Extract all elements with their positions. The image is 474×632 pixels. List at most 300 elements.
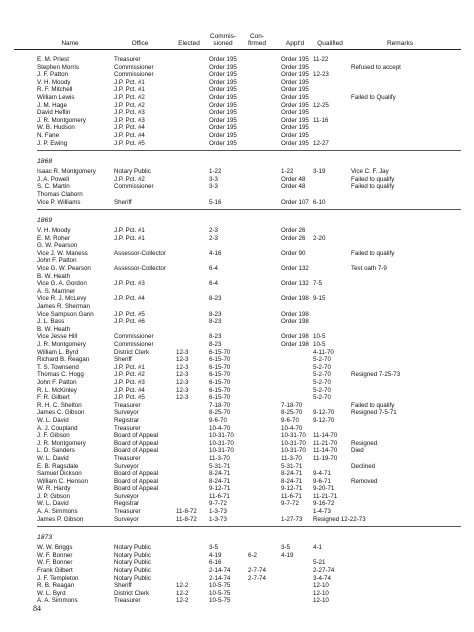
cell-office: J.P. Pct. #1 — [114, 86, 145, 94]
cell-qualified: 5-2-70 — [313, 363, 331, 371]
cell-name: W. R. Hardy — [37, 485, 71, 493]
cell-name: A. J. Coupland — [37, 424, 78, 432]
cell-remarks: Died — [351, 447, 364, 455]
cell-office: Board of Appeal — [114, 477, 159, 485]
cell-appointed: 8-24-71 — [281, 470, 303, 478]
cell-appointed: 10-4-70 — [281, 424, 303, 432]
cell-appointed: Order 198 — [281, 310, 309, 318]
cell-commissioned: 10-4-70 — [209, 424, 231, 432]
cell-qualified: 9-12-70 — [313, 409, 335, 417]
cell-office: J.P. Pct. #2 — [114, 175, 145, 183]
cell-appointed: Order 195 — [281, 139, 309, 147]
cell-qualified: 11-21-71 — [313, 492, 338, 500]
header-commissioned-1: Commis- — [210, 33, 236, 40]
cell-elected: 12-3 — [176, 394, 189, 402]
cell-office: Notary Public — [114, 567, 151, 575]
cell-confirmed: 2-7-74 — [248, 567, 266, 575]
cell-commissioned: Order 195 — [209, 139, 237, 147]
cell-commissioned: 6-15-70 — [209, 386, 231, 394]
cell-commissioned: 1-3-73 — [209, 515, 227, 523]
cell-qualified: 12-27 — [313, 139, 329, 147]
cell-appointed: 9-7-72 — [281, 500, 299, 508]
cell-office: J.P. Pct. #4 — [114, 131, 145, 139]
cell-office: J.P. Pct. #2 — [114, 101, 145, 109]
table-row — [0, 402, 474, 410]
table-row — [0, 102, 474, 110]
table-row — [0, 176, 474, 184]
cell-name: J. R. Montgomery — [37, 439, 86, 447]
cell-qualified: 11-19-70 — [313, 454, 338, 462]
section-divider — [0, 523, 474, 530]
cell-office: Treasurer — [114, 508, 141, 516]
cell-office: J.P. Pct. #6 — [114, 318, 145, 326]
table-row — [0, 191, 474, 199]
year-label: 1873 — [37, 534, 53, 542]
cell-name: B. W. Heath — [37, 272, 71, 280]
cell-appointed: Order 195 — [281, 131, 309, 139]
cell-qualified: 1-4-73 — [313, 508, 331, 516]
cell-office: Assessor-Collector — [114, 249, 166, 257]
cell-name: W. L. Byrd — [37, 589, 66, 597]
cell-office: J.P. Pct. #4 — [114, 124, 145, 132]
cell-elected: 12-3 — [176, 348, 189, 356]
cell-appointed: 11-3-70 — [281, 454, 302, 462]
cell-commissioned: Order 195 — [209, 116, 237, 124]
cell-name: V. H. Moody — [37, 227, 71, 235]
table-row — [0, 242, 474, 250]
table-row — [0, 265, 474, 273]
table-row — [0, 235, 474, 243]
cell-commissioned: 3-3 — [209, 175, 218, 183]
cell-elected: 11-8-72 — [176, 515, 197, 523]
cell-office: Assessor-Collector — [114, 265, 166, 273]
cell-office: Sheriff — [114, 356, 132, 364]
header-elected: Elected — [178, 40, 200, 47]
cell-office: Treasurer — [114, 56, 141, 63]
cell-office: J.P. Pct. #3 — [114, 109, 145, 117]
cell-appointed: Order 198 — [281, 295, 309, 303]
cell-commissioned: 2-14-74 — [209, 574, 231, 582]
cell-appointed: Order 198 — [281, 318, 309, 326]
cell-name: J. P. Ewing — [37, 139, 68, 147]
cell-commissioned: Order 195 — [209, 63, 237, 71]
cell-name: Vice R. J. McLevy — [37, 295, 87, 303]
table-row — [0, 356, 474, 364]
table-row — [0, 109, 474, 117]
cell-appointed: Order 195 — [281, 101, 309, 109]
cell-name: E. M. Roher — [37, 234, 71, 242]
cell-elected: 12-3 — [176, 371, 189, 379]
table-row — [0, 440, 474, 448]
cell-appointed: 8-25-70 — [281, 409, 303, 417]
table-row — [0, 455, 474, 463]
cell-appointed: 7-18-70 — [281, 401, 303, 409]
cell-name: David Heflin — [37, 109, 71, 117]
cell-qualified: 5-2-70 — [313, 371, 331, 379]
cell-commissioned: 1-22 — [209, 168, 222, 176]
header-commissioned-2: sioned — [213, 40, 233, 47]
ledger-table — [0, 56, 474, 605]
cell-name: E. B. Ragsdale — [37, 462, 79, 470]
table-row — [0, 64, 474, 72]
cell-qualified: 4-11-70 — [313, 348, 334, 356]
cell-office: J.P. Pct. #4 — [114, 295, 145, 303]
table-row — [0, 567, 474, 575]
cell-office: Notary Public — [114, 168, 151, 176]
cell-qualified: 5-2-70 — [313, 394, 331, 402]
cell-remarks: Vice C. F. Jay — [351, 168, 389, 176]
cell-office: Registrar — [114, 500, 140, 508]
table-row — [0, 516, 474, 524]
cell-office: Surveyor — [114, 462, 139, 470]
cell-appointed: 9-6-70 — [281, 416, 299, 424]
cell-remarks: Resigned 7-5-71 — [351, 409, 397, 417]
cell-commissioned: 8-23 — [209, 318, 222, 326]
cell-name: J. A. Powell — [37, 175, 69, 183]
cell-name: Stephen Morris — [37, 63, 79, 71]
cell-qualified: 11-14-70 — [313, 447, 338, 455]
cell-commissioned: 8-25-70 — [209, 409, 231, 417]
cell-appointed: Order 132 — [281, 280, 309, 288]
cell-commissioned: 3-3 — [209, 183, 218, 191]
cell-name: R. H. C. Shelton — [37, 401, 82, 409]
cell-appointed: Order 198 — [281, 341, 309, 348]
header-qualified: Qualified — [317, 40, 343, 47]
cell-remarks: Failed to qualify — [351, 183, 395, 191]
cell-appointed: Order 195 — [281, 86, 309, 94]
cell-office: J.P. Pct. #5 — [114, 310, 145, 318]
cell-qualified: 3-19 — [313, 168, 326, 176]
cell-elected: 12-3 — [176, 363, 189, 371]
cell-name: Samuel Dickson — [37, 470, 82, 478]
table-row — [0, 341, 474, 349]
cell-office: J.P. Pct. #3 — [114, 116, 145, 124]
cell-office: Sheriff — [114, 198, 132, 206]
table-row — [0, 493, 474, 501]
table-row — [0, 409, 474, 417]
cell-commissioned: 10-5-75 — [209, 589, 231, 597]
cell-commissioned: 2-14-74 — [209, 567, 231, 575]
cell-appointed: Order 195 — [281, 56, 309, 63]
cell-commissioned: 8-23 — [209, 295, 222, 303]
cell-commissioned: 6-4 — [209, 265, 218, 273]
table-row — [0, 257, 474, 265]
cell-commissioned: 4-16 — [209, 249, 222, 257]
cell-commissioned: 6-15-70 — [209, 356, 231, 364]
table-row — [0, 485, 474, 493]
cell-office: J.P. Pct. #1 — [114, 363, 145, 371]
cell-name: Vice Jesse Hill — [37, 333, 78, 341]
cell-appointed: Order 132 — [281, 265, 309, 273]
cell-office: Treasurer — [114, 597, 141, 605]
cell-name: J. L. Bass — [37, 318, 65, 326]
cell-name: R. F. Mitchell — [37, 86, 73, 94]
cell-appointed: Order 195 — [281, 109, 309, 117]
table-row — [0, 273, 474, 281]
cell-name: W. L. David — [37, 416, 69, 424]
cell-qualified: 9-4-71 — [313, 470, 331, 478]
cell-commissioned: 6-4 — [209, 280, 218, 288]
cell-commissioned: Order 195 — [209, 101, 237, 109]
table-row — [0, 478, 474, 486]
table-row — [0, 303, 474, 311]
cell-office: District Clerk — [114, 348, 150, 356]
cell-qualified: 12-10 — [313, 597, 329, 605]
cell-name: W. F. Bonner — [37, 551, 73, 559]
cell-commissioned: 10-5-75 — [209, 597, 231, 605]
cell-name: Vice G. W. Pearson — [37, 265, 91, 273]
table-row — [0, 227, 474, 235]
cell-office: Commissioner — [114, 341, 154, 348]
cell-qualified: 5-21 — [313, 559, 326, 567]
cell-confirmed: 2-7-74 — [248, 574, 266, 582]
cell-appointed: Order 195 — [281, 71, 309, 79]
cell-name: S. C. Martin — [37, 183, 70, 191]
cell-office: J.P. Pct. #3 — [114, 280, 145, 288]
cell-remarks: Removed — [351, 477, 378, 485]
cell-name: V. H. Moody — [37, 78, 71, 86]
cell-name: John F. Patton — [37, 257, 77, 265]
table-row — [0, 500, 474, 508]
cell-office: Board of Appeal — [114, 439, 159, 447]
cell-office: Board of Appeal — [114, 485, 159, 493]
table-row — [0, 544, 474, 552]
cell-commissioned: 10-31-70 — [209, 432, 234, 440]
cell-name: G. W. Pearson — [37, 242, 78, 250]
cell-qualified: 2-27-74 — [313, 567, 335, 575]
cell-name: Vice J. W. Maness — [37, 249, 88, 257]
cell-appointed: Order 195 — [281, 124, 309, 132]
cell-office: Notary Public — [114, 544, 151, 552]
cell-appointed: Order 48 — [281, 183, 306, 191]
cell-qualified: 9-15 — [313, 295, 326, 303]
table-row — [0, 333, 474, 341]
table-row — [0, 132, 474, 140]
cell-appointed: 10-31-70 — [281, 439, 306, 447]
header-confirmed-1: Con- — [249, 33, 265, 40]
table-row — [0, 250, 474, 258]
cell-name: William C. Henson — [37, 477, 88, 485]
cell-appointed: 11-6-71 — [281, 492, 302, 500]
cell-commissioned: 6-16 — [209, 559, 222, 567]
cell-appointed: Order 195 — [281, 116, 309, 124]
year-label: 1868 — [37, 158, 53, 166]
cell-qualified: 5-2-70 — [313, 386, 331, 394]
header-remarks: Remarks — [386, 40, 413, 47]
cell-commissioned: 10-5-75 — [209, 582, 231, 590]
cell-appointed: Order 195 — [281, 78, 309, 86]
cell-qualified: 11-22 — [313, 56, 329, 63]
cell-commissioned: Order 195 — [209, 131, 237, 139]
cell-commissioned: 8-23 — [209, 310, 222, 318]
cell-remarks: Refused to accept — [351, 63, 401, 71]
cell-appointed: 1-22 — [281, 168, 294, 176]
table-row — [0, 280, 474, 288]
cell-appointed: Order 48 — [281, 175, 306, 183]
header-rule — [14, 49, 461, 50]
table-row — [0, 470, 474, 478]
cell-name: Isaac R. Montgomery — [37, 168, 96, 176]
cell-office: J.P. Pct. #5 — [114, 139, 145, 147]
cell-name: B. W. Heath — [37, 325, 71, 333]
cell-qualified: 11-21-70 — [313, 439, 338, 447]
table-row — [0, 597, 474, 605]
cell-qualified: 12-23 — [313, 71, 329, 79]
cell-office: Notary Public — [114, 551, 151, 559]
table-row — [0, 371, 474, 379]
table-row — [0, 140, 474, 148]
cell-commissioned: 2-3 — [209, 234, 218, 242]
table-row — [0, 463, 474, 471]
cell-commissioned: 8-23 — [209, 341, 222, 348]
cell-elected: 12-3 — [176, 386, 189, 394]
table-row — [0, 508, 474, 516]
cell-name: J. R. Montgomery — [37, 341, 86, 348]
cell-office: J.P. Pct. #1 — [114, 227, 145, 235]
cell-name: W. L. David — [37, 500, 69, 508]
cell-qualified: 7-5 — [313, 280, 322, 288]
cell-appointed: Order 195 — [281, 93, 309, 101]
cell-commissioned: 9-7-72 — [209, 500, 227, 508]
table-row — [0, 71, 474, 79]
cell-office: J.P. Pct. #1 — [114, 234, 145, 242]
cell-commissioned: Order 195 — [209, 71, 237, 79]
cell-commissioned: 11-3-70 — [209, 454, 230, 462]
table-row — [0, 417, 474, 425]
cell-remarks: Failed to Qualify — [351, 93, 396, 101]
cell-name: L. D. Sanders — [37, 447, 75, 455]
cell-elected: 12-2 — [176, 597, 189, 605]
cell-qualified: 10-5 — [313, 333, 326, 341]
cell-commissioned: 1-3-73 — [209, 508, 227, 516]
cell-name: William Lewis — [37, 93, 75, 101]
cell-name: William L. Byrd — [37, 348, 79, 356]
table-row — [0, 311, 474, 319]
table-row — [0, 94, 474, 102]
table-row — [0, 326, 474, 334]
cell-name: James C. Gibson — [37, 409, 85, 417]
cell-office: Registrar — [114, 416, 140, 424]
cell-elected: 12-3 — [176, 356, 189, 364]
cell-commissioned: Order 195 — [209, 78, 237, 86]
cell-commissioned: 8-24-71 — [209, 470, 231, 478]
cell-qualified: 11-14-70 — [313, 432, 338, 440]
table-row — [0, 183, 474, 191]
cell-elected: 12-3 — [176, 378, 189, 386]
cell-name: Vice P. Williams — [37, 198, 81, 206]
cell-commissioned: 11-6-71 — [209, 492, 230, 500]
table-row — [0, 124, 474, 132]
section-divider — [0, 147, 474, 154]
cell-office: Treasurer — [114, 424, 141, 432]
cell-qualified: 12-25 — [313, 101, 329, 109]
cell-appointed: Order 90 — [281, 249, 306, 257]
cell-remarks: Failed to qualify — [351, 175, 395, 183]
cell-commissioned: Order 195 — [209, 93, 237, 101]
cell-name: A. A. Simmons — [37, 508, 78, 516]
cell-appointed: 10-31-70 — [281, 447, 306, 455]
table-row — [0, 559, 474, 567]
year-heading — [0, 530, 474, 544]
cell-name: E. M. Priest — [37, 56, 69, 63]
cell-qualified: 3-4-74 — [313, 574, 331, 582]
cell-commissioned: 6-15-70 — [209, 363, 231, 371]
cell-name: J. R. Montgomery — [37, 116, 86, 124]
cell-name: Thomas C. Hogg — [37, 371, 84, 379]
cell-name: R. L. McKinley — [37, 386, 77, 394]
table-row — [0, 387, 474, 395]
table-row — [0, 117, 474, 125]
cell-remarks: Failed to qualify — [351, 249, 395, 257]
cell-qualified: 5-2-70 — [313, 378, 331, 386]
cell-qualified: 9-20-71 — [313, 485, 335, 493]
cell-qualified: 4-1 — [313, 544, 322, 552]
cell-commissioned: 9-6-70 — [209, 416, 227, 424]
table-row — [0, 168, 474, 176]
cell-commissioned: Order 195 — [209, 124, 237, 132]
cell-appointed: Order 198 — [281, 333, 309, 341]
cell-office: J.P. Pct. #5 — [114, 394, 145, 402]
cell-appointed: 10-31-70 — [281, 432, 306, 440]
cell-remarks: Test oath 7-9 — [351, 265, 387, 273]
header-appointed: Appt'd — [285, 40, 305, 47]
cell-name: Frank Gilbert — [37, 567, 73, 575]
cell-office: Commissioner — [114, 63, 154, 71]
cell-qualified: Resigned 12-22-73 — [313, 515, 366, 523]
cell-appointed: 9-12-71 — [281, 485, 303, 493]
cell-name: Thomas Claborn — [37, 190, 83, 198]
cell-remarks: Failed to qualify — [351, 401, 395, 409]
table-row — [0, 425, 474, 433]
cell-qualified: 11-16 — [313, 116, 329, 124]
cell-commissioned: Order 195 — [209, 109, 237, 117]
table-row — [0, 432, 474, 440]
cell-commissioned: 6-15-70 — [209, 394, 231, 402]
cell-commissioned: 10-31-70 — [209, 447, 234, 455]
cell-name: W. W. Briggs — [37, 544, 73, 552]
cell-qualified: 12-10 — [313, 589, 329, 597]
cell-appointed: Order 107 — [281, 198, 309, 206]
cell-elected: 12-2 — [176, 589, 189, 597]
cell-commissioned: 6-15-70 — [209, 371, 231, 379]
table-row — [0, 318, 474, 326]
cell-name: R. B. Reagan — [37, 582, 75, 590]
cell-office: J.P. Pct. #1 — [114, 78, 145, 86]
cell-office: Board of Appeal — [114, 470, 159, 478]
cell-office: Notary Public — [114, 559, 151, 567]
cell-qualified: 10-5 — [313, 341, 326, 348]
table-row — [0, 56, 474, 64]
table-row — [0, 86, 474, 94]
cell-commissioned: 2-3 — [209, 227, 218, 235]
cell-commissioned: 4-19 — [209, 551, 222, 559]
cell-office: Board of Appeal — [114, 432, 159, 440]
cell-qualified: 5-2-70 — [313, 356, 331, 364]
cell-office: Treasurer — [114, 454, 141, 462]
cell-name: W. B. Hudson — [37, 124, 75, 132]
table-row — [0, 364, 474, 372]
cell-commissioned: 7-18-70 — [209, 401, 231, 409]
cell-qualified: 12-10 — [313, 582, 329, 590]
cell-elected: 11-8-72 — [176, 508, 197, 516]
cell-qualified: 9-12-70 — [313, 416, 335, 424]
cell-name: W. L. David — [37, 454, 69, 462]
cell-commissioned: 5-16 — [209, 198, 222, 206]
cell-appointed: 4-19 — [281, 551, 294, 559]
table-row — [0, 295, 474, 303]
cell-appointed: 8-24-71 — [281, 477, 303, 485]
cell-name: N. Fane — [37, 131, 60, 139]
